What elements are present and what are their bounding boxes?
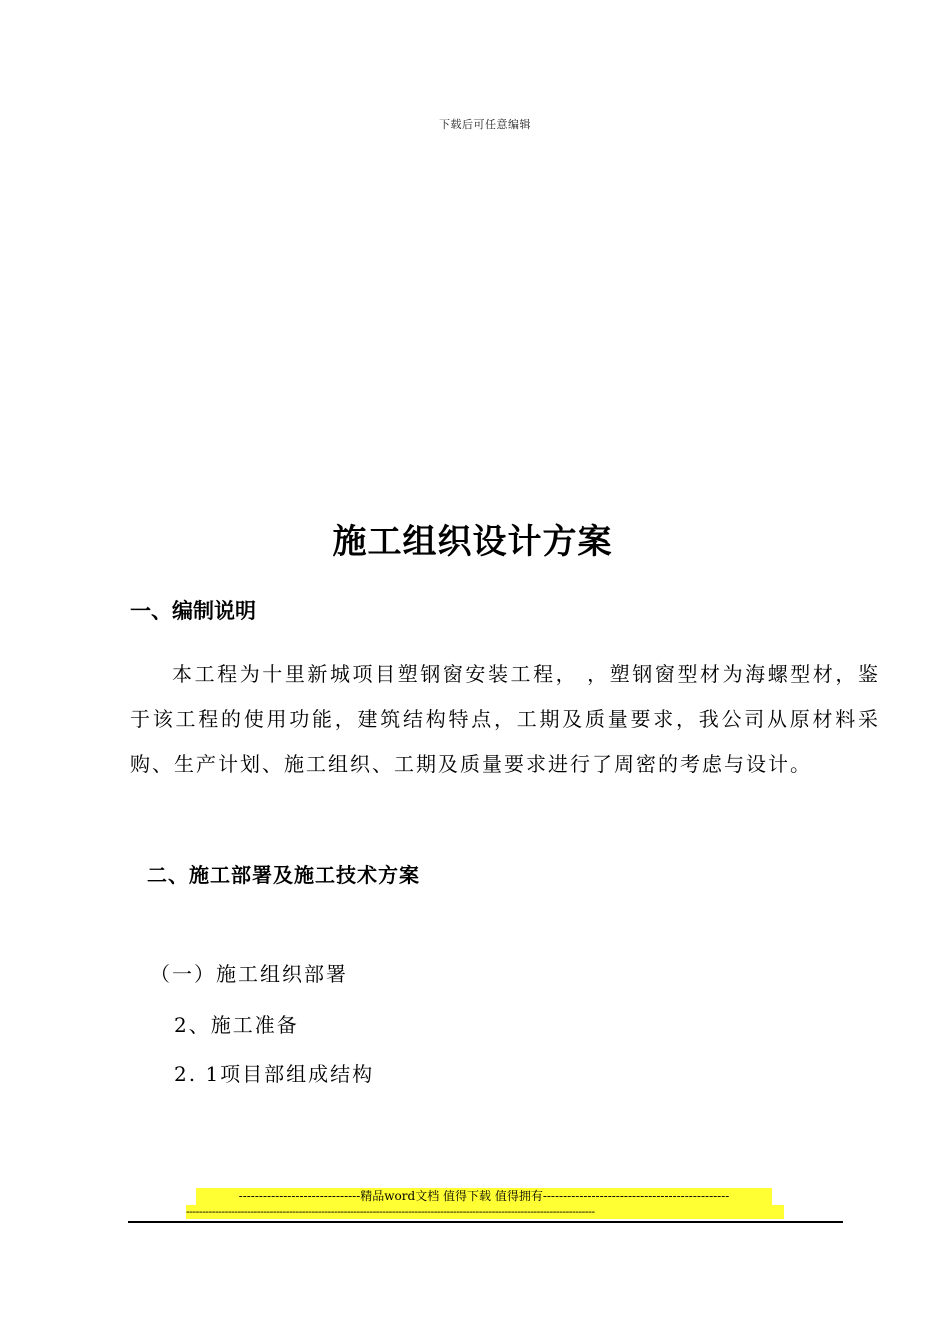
footer-dash-line: ------------------------------------------------------------------------------------------------------------------------------- [186, 1205, 784, 1219]
section-1-paragraph: 本工程为十里新城项目塑钢窗安装工程， ，塑钢窗型材为海螺型材，鉴于该工程的使用功能，建筑结构特点，工期及质量要求，我公司从原材料采购、生产计划、施工组织、工期及质量要求进行了周密的考虑与设计。 [130, 662, 880, 776]
subsection-heading: （一）施工组织部署 [150, 962, 348, 986]
list-item-construction-prep: 2、施工准备 [174, 1013, 299, 1037]
list-item-project-structure: 2. 1项目部组成结构 [174, 1062, 375, 1086]
header-note: 下载后可任意编辑 [439, 118, 531, 131]
footer-banner: ------------------------------精品word文档 值得下载 值得拥有---------------------------------------------- [196, 1188, 772, 1205]
document-title: 施工组织设计方案 [332, 522, 613, 562]
section-heading-1: 一、编制说明 [130, 599, 256, 623]
footer-rule [128, 1221, 843, 1223]
section-heading-2: 二、施工部署及施工技术方案 [147, 863, 420, 887]
